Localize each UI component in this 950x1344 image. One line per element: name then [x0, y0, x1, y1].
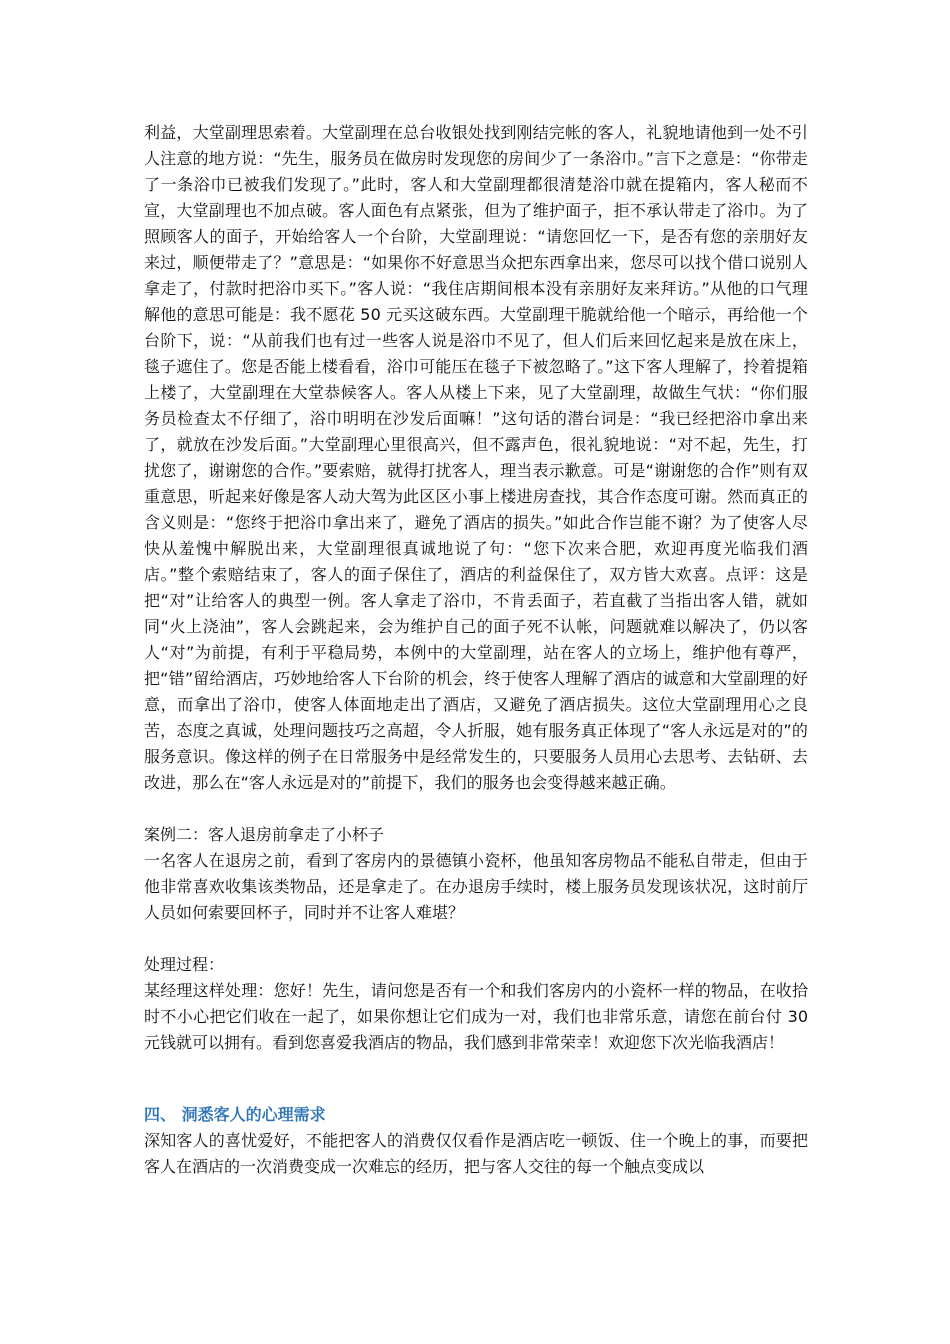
spacer [144, 796, 808, 822]
case-2-title: 案例二：客人退房前拿走了小杯子 [144, 825, 385, 844]
process-body: 某经理这样处理：您好！先生，请问您是否有一个和我们客房内的小瓷杯一样的物品，在收拾时不小心把它们收在一起了，如果你想让它们成为一对，我们也非常乐意，请您在前台付 30 元钱就可以拥有。看到您喜爱我酒店的物品，我们感到非常荣幸！欢迎您下次光临我酒店！ [144, 981, 808, 1052]
section-4-body: 深知客人的喜忧爱好，不能把客人的消费仅仅看作是酒店吃一顿饭、住一个晚上的事，而要把客人在酒店的一次消费变成一次难忘的经历，把与客人交往的每一个触点变成以 [144, 1131, 808, 1176]
towel-case-paragraph: 利益，大堂副理思索着。大堂副理在总台收银处找到刚结完帐的客人，礼貌地请他到一处不引人注意的地方说：“先生，服务员在做房时发现您的房间少了一条浴巾。”言下之意是：“你带走了一条浴巾已被我们发现了。”此时，客人和大堂副理都很清楚浴巾就在提箱内，客人秘而不宣，大堂副理也不加点破。客人面色有点紧张，但为了维护面子，拒不承认带走了浴巾。为了照顾客人的面子，开始给客人一个台阶，大堂副理说：“请您回忆一下，是否有您的亲朋好友来过，顺便带走了？”意思是：“如果你不好意思当众把东西拿出来，您尽可以找个借口说别人拿走了，付款时把浴巾买下。”客人说：“我住店期间根本没有亲朋好友来拜访。”从他的口气理解他的意思可能是：我不愿花 50 元买这破东西。大堂副理干脆就给他一个暗示，再给他一个台阶下，说：“从前我们也有过一些客人说是浴巾不见了，但人们后来回忆起来是放在床上，毯子遮住了。您是否能上楼看看，浴巾可能压在毯子下被忽略了。”这下客人理解了，拎着提箱上楼了，大堂副理在大堂恭候客人。客人从楼上下来，见了大堂副理，故做生气状：“你们服务员检查太不仔细了，浴巾明明在沙发后面嘛！”这句话的潜台词是：“我已经把浴巾拿出来了，就放在沙发后面。”大堂副理心里很高兴，但不露声色，很礼貌地说：“对不起，先生，打扰您了，谢谢您的合作。”要索赔，就得打扰客人，理当表示歉意。可是“谢谢您的合作”则有双重意思，听起来好像是客人动大驾为此区区小事上楼进房查找，其合作态度可谢。然而真正的含义则是：“您终于把浴巾拿出来了，避免了酒店的损失。”如此合作岂能不谢？为了使客人尽快从羞愧中解脱出来，大堂副理很真诚地说了句：“您下次来合肥，欢迎再度光临我们酒店。”整个索赔结束了，客人的面子保住了，酒店的利益保住了，双方皆大欢喜。点评：这是把“对”让给客人的典型一例。客人拿走了浴巾，不肯丢面子，若直截了当指出客人错，就如同“火上浇油”，客人会跳起来，会为维护自己的面子死不认帐，问题就难以解决了，仍以客人“对”为前提，有利于平稳局势，本例中的大堂副理，站在客人的立场上，维护他有尊严，把“错”留给酒店，巧妙地给客人下台阶的机会，终于使客人理解了酒店的诚意和大堂副理的好意，而拿出了浴巾，使客人体面地走出了酒店，又避免了酒店损失。这位大堂副理用心之良苦，态度之真诚，处理问题技巧之高超，令人折服，她有服务真正体现了“客人永远是对的”的服务意识。像这样的例子在日常服务中是经常发生的，只要服务人员用心去思考、去钻研、去改进，那么在“客人永远是对的”前提下，我们的服务也会变得越来越正确。 [144, 123, 808, 792]
case-2-body: 一名客人在退房之前，看到了客房内的景德镇小瓷杯，他虽知客房物品不能私自带走，但由于他非常喜欢收集该类物品，还是拿走了。在办退房手续时，楼上服务员发现该状况，这时前厅人员如何索要回杯子，同时并不让客人难堪？ [144, 851, 808, 922]
process-title: 处理过程： [144, 955, 225, 974]
spacer [144, 1056, 808, 1102]
document-page [144, 120, 808, 1180]
section-4-heading: 四、 洞悉客人的心理需求 [144, 1105, 326, 1124]
spacer [144, 926, 808, 952]
